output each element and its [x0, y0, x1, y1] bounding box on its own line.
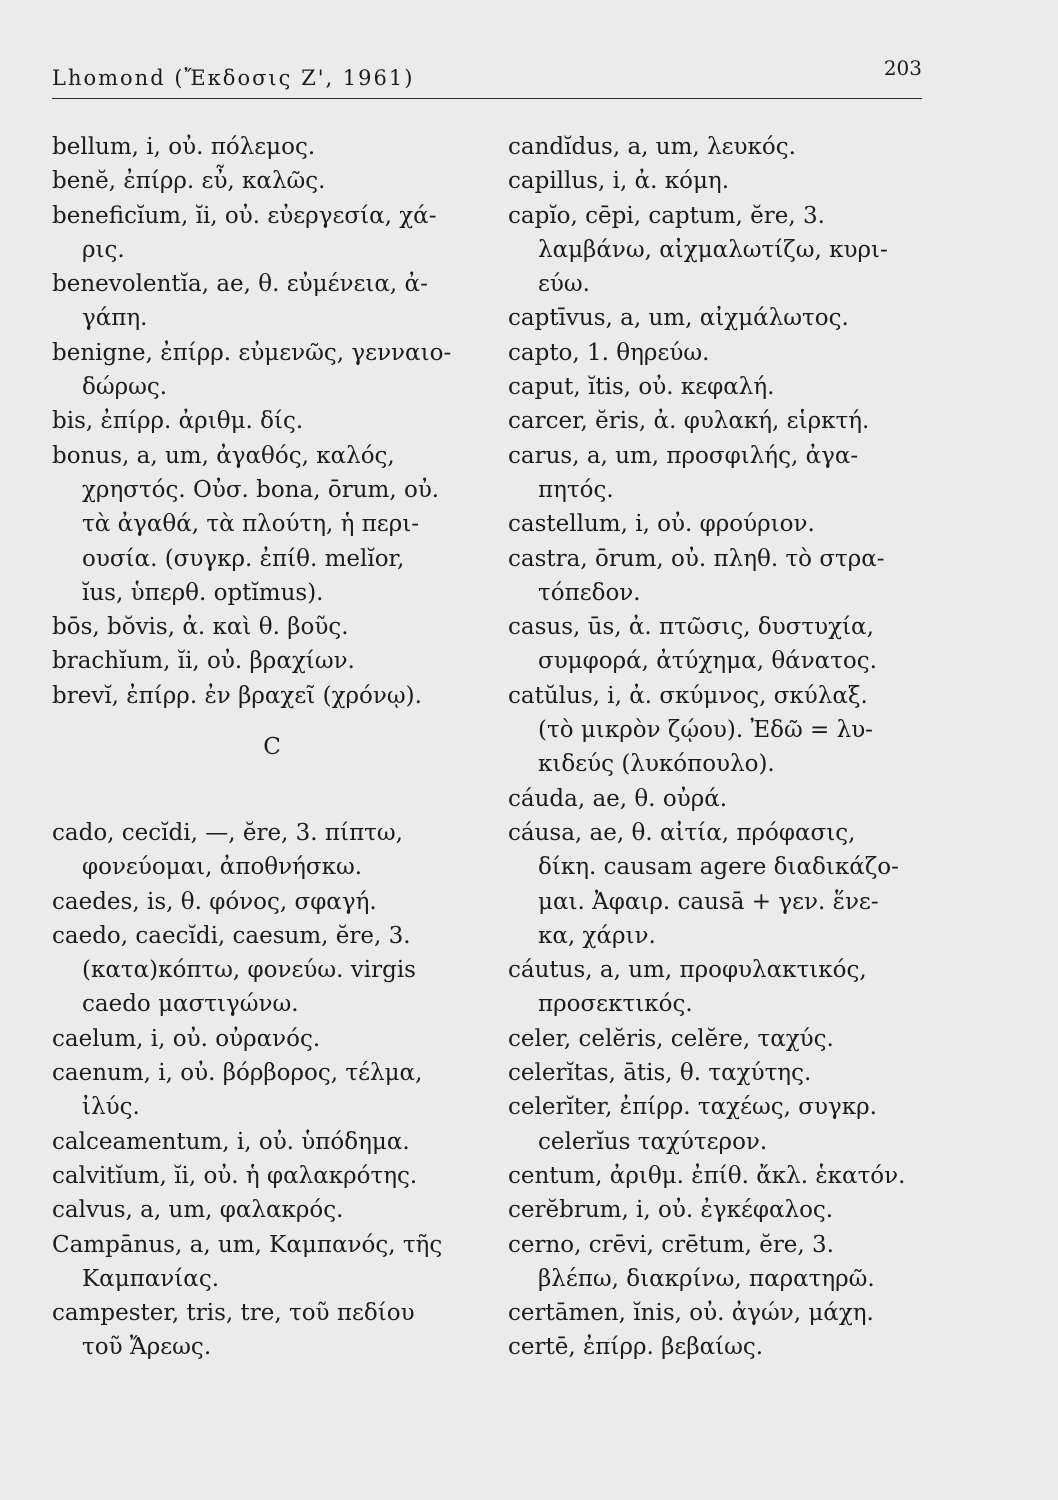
- entry-line: beneficĭum, ĭi, οὐ. εὐεργεσία, χά-: [52, 202, 437, 229]
- entry-line: captīvus, a, um, αἰχμάλωτος.: [508, 305, 849, 332]
- entry-line: campester, tris, tre, τοῦ πεδίου: [52, 1300, 415, 1327]
- entry-line: δώρως.: [82, 374, 168, 401]
- entry-line: βλέπω, διακρίνω, παρατηρῶ.: [538, 1265, 875, 1292]
- entry-line: cáutus, a, um, προφυλακτικός,: [508, 957, 867, 984]
- entry-line: κα, χάριν.: [538, 922, 656, 949]
- left-column: [52, 130, 492, 1365]
- entry-line: δίκη. causam agere διαδικάζο-: [538, 854, 899, 881]
- entry-line: carus, a, um, προσφιλής, ἀγα-: [508, 442, 859, 469]
- entry-line: bonus, a, um, ἀγαθός, καλός,: [52, 442, 395, 469]
- entry-line: χρηστός. Οὐσ. bona, ōrum, οὐ.: [82, 476, 440, 503]
- entry-line: caedes, is, θ. φόνος, σφαγή.: [52, 888, 377, 915]
- entry-line: caenum, i, οὐ. βόρβορος, τέλμα,: [52, 1060, 423, 1087]
- entry-line: cado, cecĭdi, —, ĕre, 3. πίπτω,: [52, 819, 403, 846]
- entry-line: carcer, ĕris, ἀ. φυλακή, εἱρκτή.: [508, 408, 870, 435]
- entry-line: caput, ĭtis, οὐ. κεφαλή.: [508, 374, 775, 401]
- entry-line: Καμπανίας.: [82, 1265, 220, 1292]
- entry-line: celerĭus ταχύτερον.: [538, 1128, 768, 1155]
- entry-line: cerĕbrum, i, οὐ. ἐγκέφαλος.: [508, 1197, 834, 1224]
- entry-line: τὰ ἀγαθά, τὰ πλούτη, ἡ περι-: [82, 511, 420, 538]
- entry-line: γάπη.: [82, 305, 148, 332]
- entry-line: bis, ἐπίρρ. ἀριθμ. δίς.: [52, 408, 304, 435]
- entry-line: ἰλύς.: [82, 1094, 140, 1121]
- entry-line: benĕ, ἐπίρρ. εὖ, καλῶς.: [52, 168, 326, 195]
- entry-line: πητός.: [538, 476, 614, 503]
- entry-line: celerĭtas, ātis, θ. ταχύτης.: [508, 1060, 812, 1087]
- entry-line: calvus, a, um, φαλακρός.: [52, 1197, 344, 1224]
- entry-line: catŭlus, i, ἀ. σκύμνος, σκύλαξ.: [508, 682, 868, 709]
- running-head: [52, 56, 922, 99]
- entry-line: προσεκτικός.: [538, 991, 693, 1018]
- entry-line: benevolentĭa, ae, θ. εὐμένεια, ἀ-: [52, 271, 428, 298]
- entry-line: τοῦ Ἄρεως.: [82, 1334, 212, 1361]
- entry-line: cáusa, ae, θ. αἰτία, πρόφασις,: [508, 819, 856, 846]
- entry-line: certāmen, ĭnis, οὐ. ἀγών, μάχη.: [508, 1300, 874, 1327]
- entry-line: ĭus, ὑπερθ. optĭmus).: [82, 579, 324, 606]
- entry-line: (κατα)κόπτω, φονεύω. virgis: [82, 957, 416, 984]
- entry-line: capillus, i, ἀ. κόμη.: [508, 168, 730, 195]
- entry-line: celer, celĕris, celĕre, ταχύς.: [508, 1025, 834, 1052]
- entry-line: benigne, ἐπίρρ. εὐμενῶς, γενναιο-: [52, 339, 452, 366]
- entry-line: bōs, bŏvis, ἀ. καὶ θ. βοῦς.: [52, 614, 349, 641]
- entry-line: capto, 1. θηρεύω.: [508, 339, 710, 366]
- entry-line: cáuda, ae, θ. οὐρά.: [508, 785, 728, 812]
- entry-line: μαι. Ἀφαιρ. causā + γεν. ἕνε-: [538, 888, 879, 915]
- entry-line: casus, ūs, ἀ. πτῶσις, δυστυχία,: [508, 614, 874, 641]
- entry-line: τόπεδον.: [538, 579, 641, 606]
- entry-line: centum, ἀριθμ. ἐπίθ. ἄκλ. ἑκατόν.: [508, 1162, 906, 1189]
- right-column: [508, 130, 948, 1365]
- entry-line: castellum, i, οὐ. φρούριον.: [508, 511, 815, 538]
- spacer: [52, 782, 492, 816]
- entry-line: celerĭter, ἐπίρρ. ταχέως, συγκρ.: [508, 1094, 877, 1121]
- entry-line: candĭdus, a, um, λευκός.: [508, 134, 796, 160]
- entry-line: Campānus, a, um, Καμπανός, τῆς: [52, 1231, 443, 1258]
- entry-line: calceamentum, i, οὐ. ὑπόδημα.: [52, 1128, 410, 1155]
- entry-line: εύω.: [538, 271, 590, 298]
- entry-line: calvitĭum, ĭi, οὐ. ἡ φαλακρότης.: [52, 1162, 418, 1189]
- entry-line: brevĭ, ἐπίρρ. ἐν βραχεῖ (χρόνῳ).: [52, 682, 422, 709]
- entry-line: caelum, i, οὐ. οὐρανός.: [52, 1025, 321, 1052]
- entry-line: κιδεύς (λυκόπουλο).: [538, 751, 775, 778]
- entry-line: brachĭum, ĭi, οὐ. βραχίων.: [52, 648, 355, 675]
- page-number: 203: [883, 56, 922, 80]
- entry-line: capĭo, cēpi, captum, ĕre, 3.: [508, 202, 825, 229]
- entry-line: φονεύομαι, ἀποθνήσκω.: [82, 854, 363, 881]
- entry-line: ρις.: [82, 236, 125, 263]
- entry-line: συμφορά, ἀτύχημα, θάνατος.: [538, 648, 877, 675]
- entry-line: caedo, caecĭdi, caesum, ĕre, 3.: [52, 922, 411, 949]
- entry-line: castra, ōrum, οὐ. πληθ. τὸ στρα-: [508, 545, 885, 572]
- entry-line: (τὸ μικρὸν ζῴου). Ἐδῶ = λυ-: [538, 717, 873, 744]
- entry-line: ουσία. (συγκρ. ἐπίθ. melĭor,: [82, 545, 405, 572]
- entry-line: bellum, i, οὐ. πόλεμος.: [52, 134, 316, 160]
- section-letter-heading: C: [263, 734, 281, 761]
- entry-line: certē, ἐπίρρ. βεβαίως.: [508, 1334, 764, 1361]
- entry-line: caedo μαστιγώνω.: [82, 991, 299, 1018]
- running-head-title: Lhomond (Ἔκδοσις Ζ', 1961): [52, 66, 415, 90]
- entry-line: λαμβάνω, αἰχμαλωτίζω, κυρι-: [538, 236, 888, 263]
- entry-line: cerno, crēvi, crētum, ĕre, 3.: [508, 1231, 834, 1258]
